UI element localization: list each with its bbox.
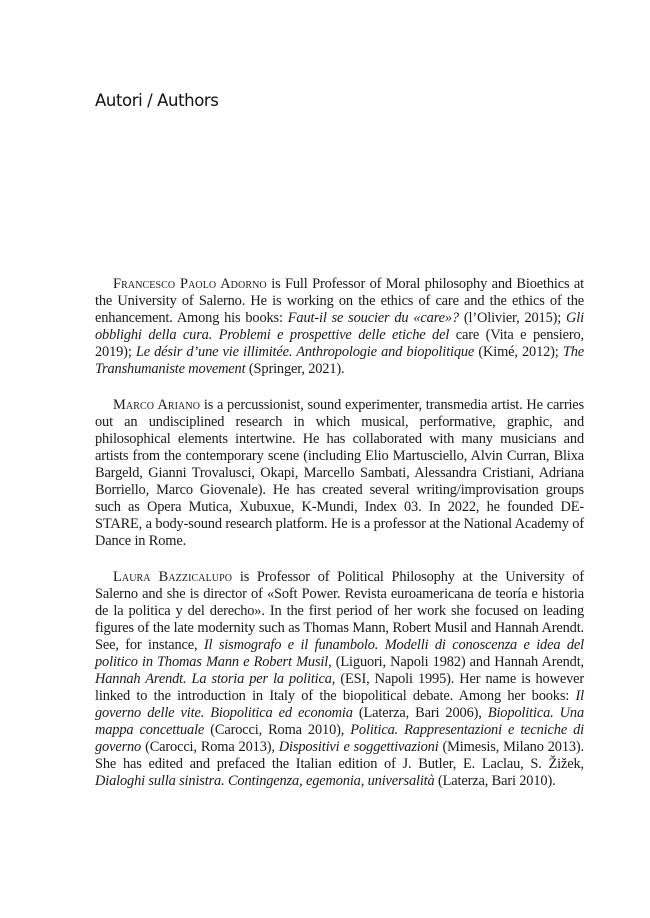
bio-text: (Kimé, 2012); [474, 344, 563, 360]
author-bio [95, 276, 584, 378]
bio-text: is Professor of Political Philosophy at the University of Salerno and she is director of «Soft Power. Revista euroamericana de teoría e historia de la politica y del derecho». In the first period of her work she focused on leading figures of the late modernity such as Thomas Mann, Robert Musil and Hannah Arendt. See, for instance, [95, 569, 584, 653]
work-title: Le désir d’une vie illimitée. Anthropologie and biopolitique [135, 344, 475, 360]
bio-text: (Mimesis, Milano 2013). She has edited and prefaced the Italian edition of J. Butler, E. Laclau, S. Žižek, [95, 739, 585, 772]
bio-text: (Carocci, Roma 2013), [141, 739, 279, 755]
work-title: The Transhumaniste movement [95, 344, 584, 377]
bio-text: (Springer, 2021). [245, 361, 345, 377]
bio-text: , (ESI, Napoli 1995). Her name is however linked to the introduction in Italy of the biopolitical debate. Among her books: [95, 671, 584, 704]
page-title: Autori / Authors [95, 91, 219, 110]
work-title: Dialoghi sulla sinistra. Contingenza, egemonia, universalità [95, 773, 435, 789]
author-bio [95, 569, 584, 790]
bio-text: (Laterza, Bari 2010). [434, 773, 556, 789]
work-title: Dispositivi e soggettivazioni [278, 739, 439, 755]
bio-text: is a percussionist, sound experimenter, transmedia artist. He carries out an undisciplined research in which musical, performative, graphic, and philosophical elements intertwine. He has collaborated with many musicians and artists from the contemporary scene (including Elio Martusciello, Alvin Curran, Blixa Bargeld, Gianni Trovalusci, Okapi, Marcello Sambati, Alessandra Cristiani, Adriana Borriello, Marco Giovenale). He has created several writing/improvisation groups such as Opera Mutica, Xubuxue, K-Mundi, Index 03. In 2022, he founded DE-STARE, a body-sound research platform. He is a professor at the National Academy of Dance in Rome. [95, 397, 584, 549]
work-title: Faut-il se soucier du «care»? [287, 310, 459, 326]
author-name: Marco Ariano [113, 397, 201, 413]
author-name: Laura Bazzicalupo [113, 569, 233, 585]
bio-text: is Full Professor of Moral philosophy and Bioethics at the University of Salerno. He is working on the ethics of care and the ethics of the enhancement. Among his books: [95, 276, 584, 326]
bio-text: care (Vita e pensiero, 2019); [95, 327, 584, 360]
work-title: Il governo delle vite. Biopolitica ed economia [95, 688, 584, 721]
work-title: Biopolitica. Una mappa concettuale [95, 705, 584, 738]
work-title: Gli obblighi della cura. Problemi e prospettive delle etiche del [95, 310, 584, 343]
bio-text: (Carocci, Roma 2010), [204, 722, 351, 738]
bio-text: , (Liguori, Napoli 1982) and Hannah Arendt, [328, 654, 584, 670]
author-name: Francesco Paolo Adorno [113, 276, 267, 292]
work-title: Politica. Rappresentazioni e tecniche di governo [95, 722, 585, 755]
bio-text: (Laterza, Bari 2006), [352, 705, 488, 721]
bio-text: (l’Olivier, 2015); [458, 310, 567, 326]
work-title: Hannah Arendt. La storia per la politica [95, 671, 332, 687]
work-title: Il sismografo e il funambolo. Modelli di conoscenza e idea del politico in Thomas Mann e Robert Musil [95, 637, 584, 670]
author-bios [95, 276, 584, 809]
author-bio [95, 397, 584, 550]
